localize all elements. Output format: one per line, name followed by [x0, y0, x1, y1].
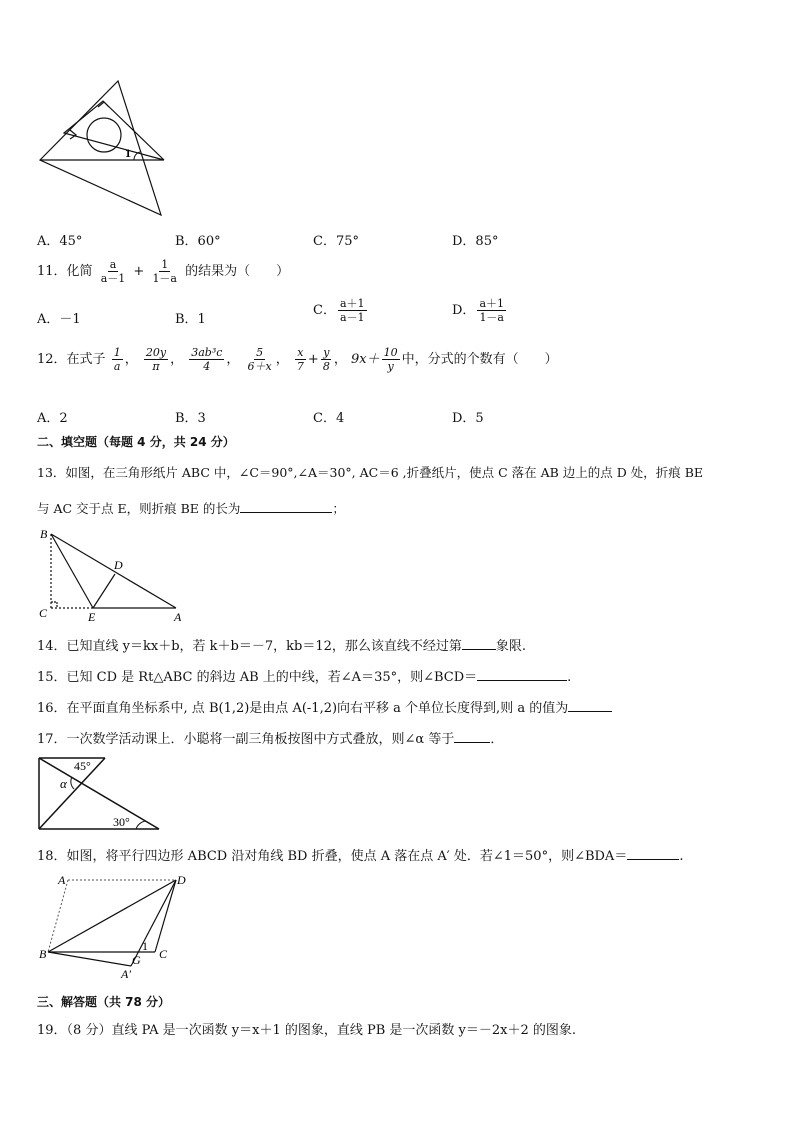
- q11-stem: 11．化简 $\frac{a}{a-1}$ + $\frac{1}{1-a}$ 的结果为（ ）: [37, 258, 290, 285]
- q11-option-a: A．－1: [37, 312, 81, 327]
- q12-option-a: A．2: [37, 411, 68, 426]
- q18-label-a: A: [58, 873, 66, 887]
- q10-triangle-a: [40, 81, 161, 215]
- q10-triangle-b: [64, 101, 164, 160]
- q17-label-alpha: α: [60, 776, 67, 791]
- q13-line2: 与 AC 交于点 E，则折痕 BE 的长为 ；: [37, 501, 345, 516]
- q12-stem: 12．在式子 $\frac{1}{a}$ ， $\frac{20y}{\pi}$ ， $\frac{\text{3ab³c}}{4}$ ， $\frac{5}{6+x}$ ， $\frac{x}{7}$ + $\frac{y}{8}$ ， 9x＋ $\frac{10}{y}$ 中，分式的个数有（ ）: [37, 346, 558, 373]
- q17-figure: [36, 755, 166, 835]
- q15-text: 15．已知 CD 是 Rt△ABC 的斜边 AB 上的中线，若∠A＝35°，则∠BCD＝ .: [37, 670, 572, 685]
- q12-option-c: C．4: [313, 411, 345, 426]
- q10-option-c: C．75°: [313, 234, 359, 249]
- q18-label-1: 1: [142, 939, 148, 953]
- q13-line1: 13．如图，在三角形纸片 ABC 中，∠C＝90°,∠A＝30°, AC＝6 ,折叠纸片，使点 C 落在 AB 边上的点 D 处，折痕 BE: [37, 465, 704, 480]
- q18-label-a-prime: A′: [121, 967, 131, 981]
- q13-label-b: B: [40, 527, 48, 541]
- q10-angle-label: 1: [125, 146, 131, 160]
- q10-circle: [87, 118, 121, 152]
- q12-option-b: B．3: [175, 411, 206, 426]
- q10-option-a: A．45°: [37, 234, 83, 249]
- q11-option-c: C． $\frac{a+1}{a-1}$: [313, 297, 365, 324]
- q11-option-d: D． $\frac{a+1}{1-a}$: [452, 297, 504, 324]
- section-3-heading: 三、解答题（共 78 分）: [37, 995, 171, 1009]
- q10-figure: [36, 76, 171, 218]
- section-2-heading: 二、填空题（每题 4 分，共 24 分）: [37, 435, 235, 449]
- q17-label-45: 45°: [74, 759, 91, 773]
- q16-text: 16．在平面直角坐标系中, 点 B(1,2)是由点 A(-1,2)向右平移 a 个单位长度得到,则 a 的值为: [37, 697, 612, 716]
- q10-option-b: B．60°: [175, 234, 221, 249]
- q11-option-b: B．1: [175, 312, 206, 327]
- q18-label-g: G: [132, 953, 141, 967]
- q13-figure: [36, 522, 186, 624]
- q18-label-c: C: [159, 947, 168, 961]
- q13-label-c: C: [39, 606, 48, 620]
- q19-text: 19．（8 分）直线 PA 是一次函数 y＝x＋1 的图象，直线 PB 是一次函数 y＝－2x＋2 的图象.: [37, 1023, 577, 1038]
- q18-text: 18．如图，将平行四边形 ABCD 沿对角线 BD 折叠，使点 A 落在点 A′ 处．若∠1＝50°，则∠BDA＝ .: [37, 849, 684, 864]
- q13-label-d: D: [114, 558, 123, 572]
- q17-text: 17．一次数学活动课上．小聪将一副三角板按图中方式叠放，则∠α 等于 ．: [37, 732, 504, 747]
- q18-label-d: D: [177, 873, 186, 887]
- q18-label-b: B: [39, 947, 47, 961]
- q18-figure: [36, 870, 196, 982]
- q10-option-d: D．85°: [452, 234, 499, 249]
- q14-text: 14．已知直线 y＝kx＋b，若 k＋b＝－7，kb＝12，那么该直线不经过第 象限.: [37, 639, 527, 654]
- q13-label-e: E: [88, 610, 96, 624]
- q17-label-30: 30°: [113, 815, 130, 829]
- q12-option-d: D．5: [452, 411, 484, 426]
- q13-label-a: A: [174, 610, 182, 624]
